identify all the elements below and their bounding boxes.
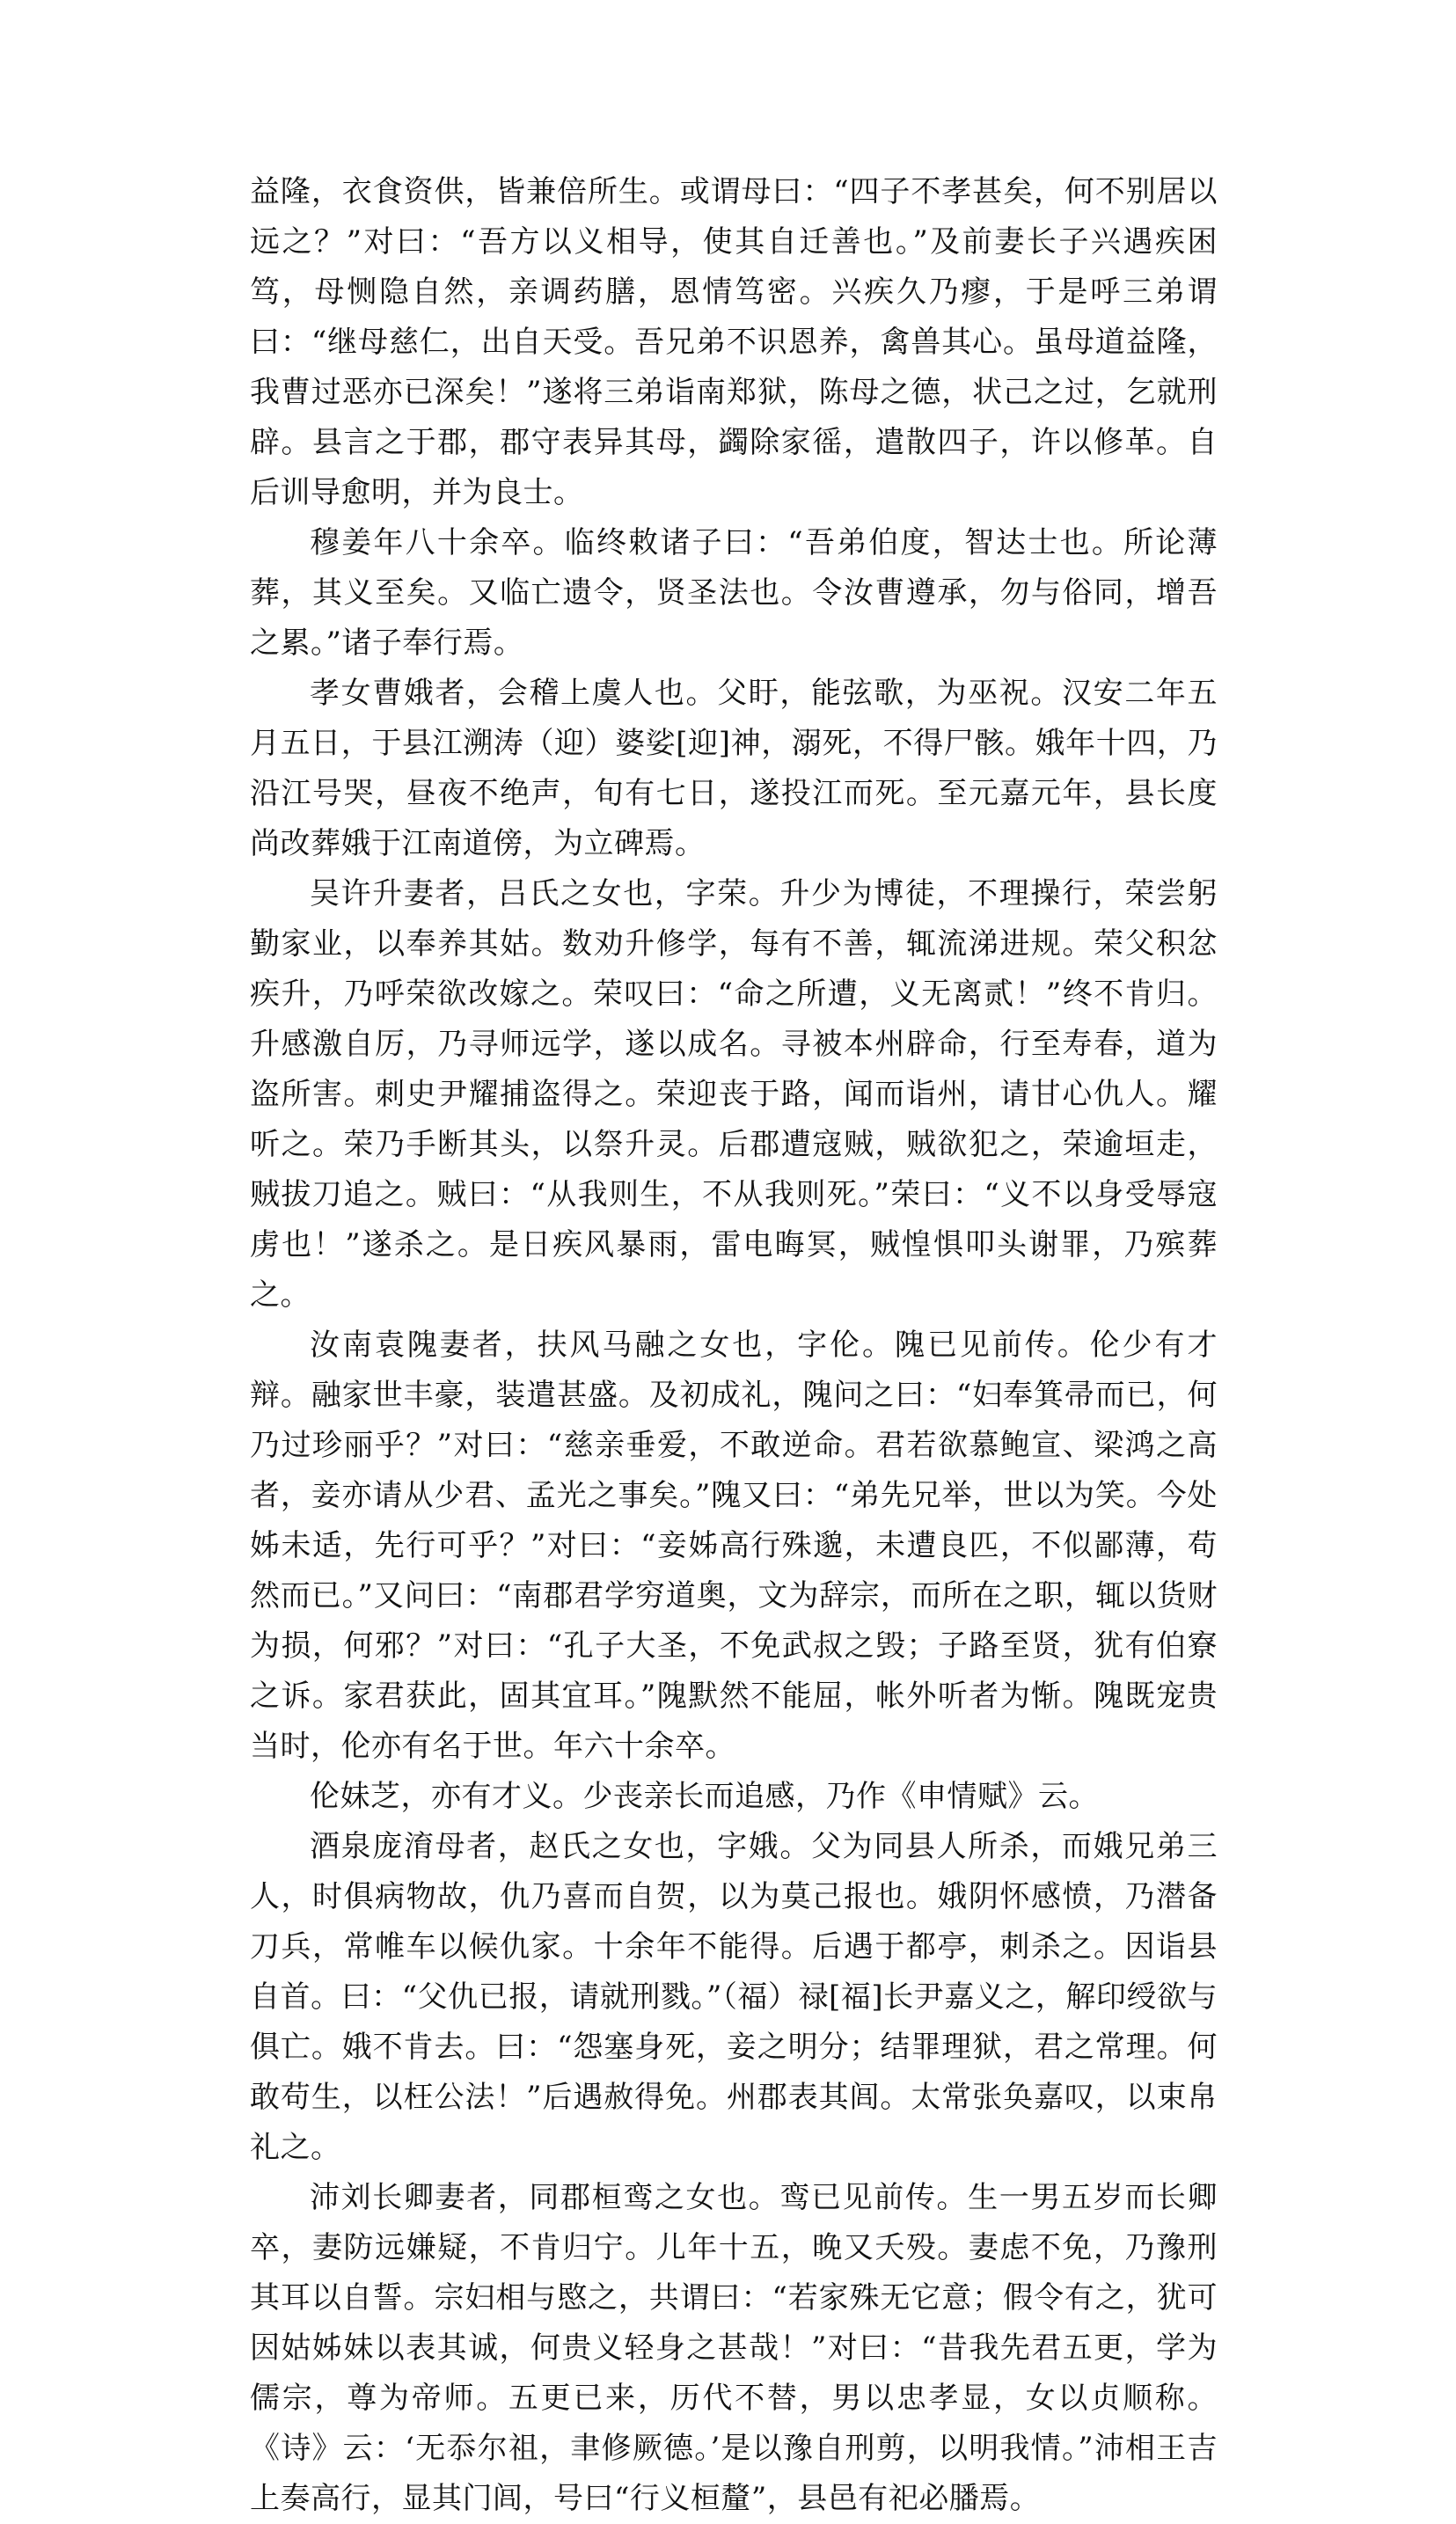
paragraph-3: 孝女曹娥者，会稽上虞人也。父盱，能弦歌，为巫祝。汉安二年五月五日，于县江溯涛（迎）婆娑[迎]神，溺死，不得尸骸。娥年十四，乃沿江号哭，昼夜不绝声，旬有七日，遂投江而死。至元嘉元年，县长度尚改葬娥于江南道傍，为立碑焉。 [250, 676, 1218, 861]
paragraph-5: 汝南袁隗妻者，扶风马融之女也，字伦。隗已见前传。伦少有才辩。融家世丰豪，装遣甚盛。及初成礼，隗问之曰：“妇奉箕帚而已，何乃过珍丽乎？”对曰：“慈亲垂爱，不敢逆命。君若欲慕鲍宣、梁鸿之高者，妾亦请从少君、孟光之事矣。”隗又曰：“弟先兄举，世以为笑。今处姊未适，先行可乎？”对曰：“妾姊高行殊邈，未遭良匹，不似鄙薄，苟然而已。”又问曰：“南郡君学穷道奥，文为辞宗，而所在之职，辄以货财为损，何邪？”对曰：“孔子大圣，不免武叔之毁；子路至贤，犹有伯寮之诉。家君获此，固其宜耳。”隗默然不能屈，帐外听者为惭。隗既宠贵当时，伦亦有名于世。年六十余卒。 [250, 1328, 1218, 1764]
paragraph-7: 酒泉庞淯母者，赵氏之女也，字娥。父为同县人所杀，而娥兄弟三人，时俱病物故，仇乃喜而自贺，以为莫己报也。娥阴怀感愤，乃潜备刀兵，常帷车以候仇家。十余年不能得。后遇于都亭，刺杀之。因诣县自首。曰：“父仇已报，请就刑戮。”（福）禄[福]长尹嘉义之，解印绶欲与俱亡。娥不肯去。曰：“怨塞身死，妾之明分；结罪理狱，君之常理。何敢苟生，以枉公法！”后遇赦得免。州郡表其闾。太常张奂嘉叹，以束帛礼之。 [250, 1829, 1218, 2165]
paragraph-8: 沛刘长卿妻者，同郡桓鸾之女也。鸾已见前传。生一男五岁而长卿卒，妻防远嫌疑，不肯归宁。儿年十五，晚又夭殁。妻虑不免，乃豫刑其耳以自誓。宗妇相与愍之，共谓曰：“若家殊无它意；假令有之，犹可因姑姊妹以表其诚，何贵义轻身之甚哉！”对曰：“昔我先君五更，学为儒宗，尊为帝师。五更已来，历代不替，男以忠孝显，女以贞顺称。《诗》云：‘无忝尔祖，聿修厥德。’是以豫自刑剪，以明我情。”沛相王吉上奏高行，显其门闾，号曰“行义桓釐”，县邑有祀必膰焉。 [250, 2180, 1218, 2516]
paragraph-6: 伦妹芝，亦有才义。少丧亲长而追感，乃作《申情赋》云。 [310, 1779, 1099, 1814]
document-page [250, 167, 1218, 2524]
paragraph-1: 益隆，衣食资供，皆兼倍所生。或谓母曰：“四子不孝甚矣，何不别居以远之？”对曰：“吾方以义相导，使其自迁善也。”及前妻长子兴遇疾困笃，母恻隐自然，亲调药膳，恩情笃密。兴疾久乃瘳，于是呼三弟谓曰：“继母慈仁，出自天受。吾兄弟不识恩养，禽兽其心。虽母道益隆，我曹过恶亦已深矣！”遂将三弟诣南郑狱，陈母之德，状己之过，乞就刑辟。县言之于郡，郡守表异其母，蠲除家徭，遣散四子，许以修革。自后训导愈明，并为良士。 [250, 174, 1218, 510]
paragraph-2: 穆姜年八十余卒。临终敕诸子曰：“吾弟伯度，智达士也。所论薄葬，其义至矣。又临亡遗令，贤圣法也。令汝曹遵承，勿与俗同，增吾之累。”诸子奉行焉。 [250, 525, 1218, 661]
paragraph-4: 吴许升妻者，吕氏之女也，字荣。升少为博徒，不理操行，荣尝躬勤家业，以奉养其姑。数劝升修学，每有不善，辄流涕进规。荣父积忿疾升，乃呼荣欲改嫁之。荣叹曰：“命之所遭，义无离贰！”终不肯归。升感激自厉，乃寻师远学，遂以成名。寻被本州辟命，行至寿春，道为盗所害。刺史尹耀捕盗得之。荣迎丧于路，闻而诣州，请甘心仇人。耀听之。荣乃手断其头，以祭升灵。后郡遭寇贼，贼欲犯之，荣逾垣走，贼拔刀追之。贼曰：“从我则生，不从我则死。”荣曰：“义不以身受辱寇虏也！”遂杀之。是日疾风暴雨，雷电晦冥，贼惶惧叩头谢罪，乃殡葬之。 [250, 876, 1218, 1313]
